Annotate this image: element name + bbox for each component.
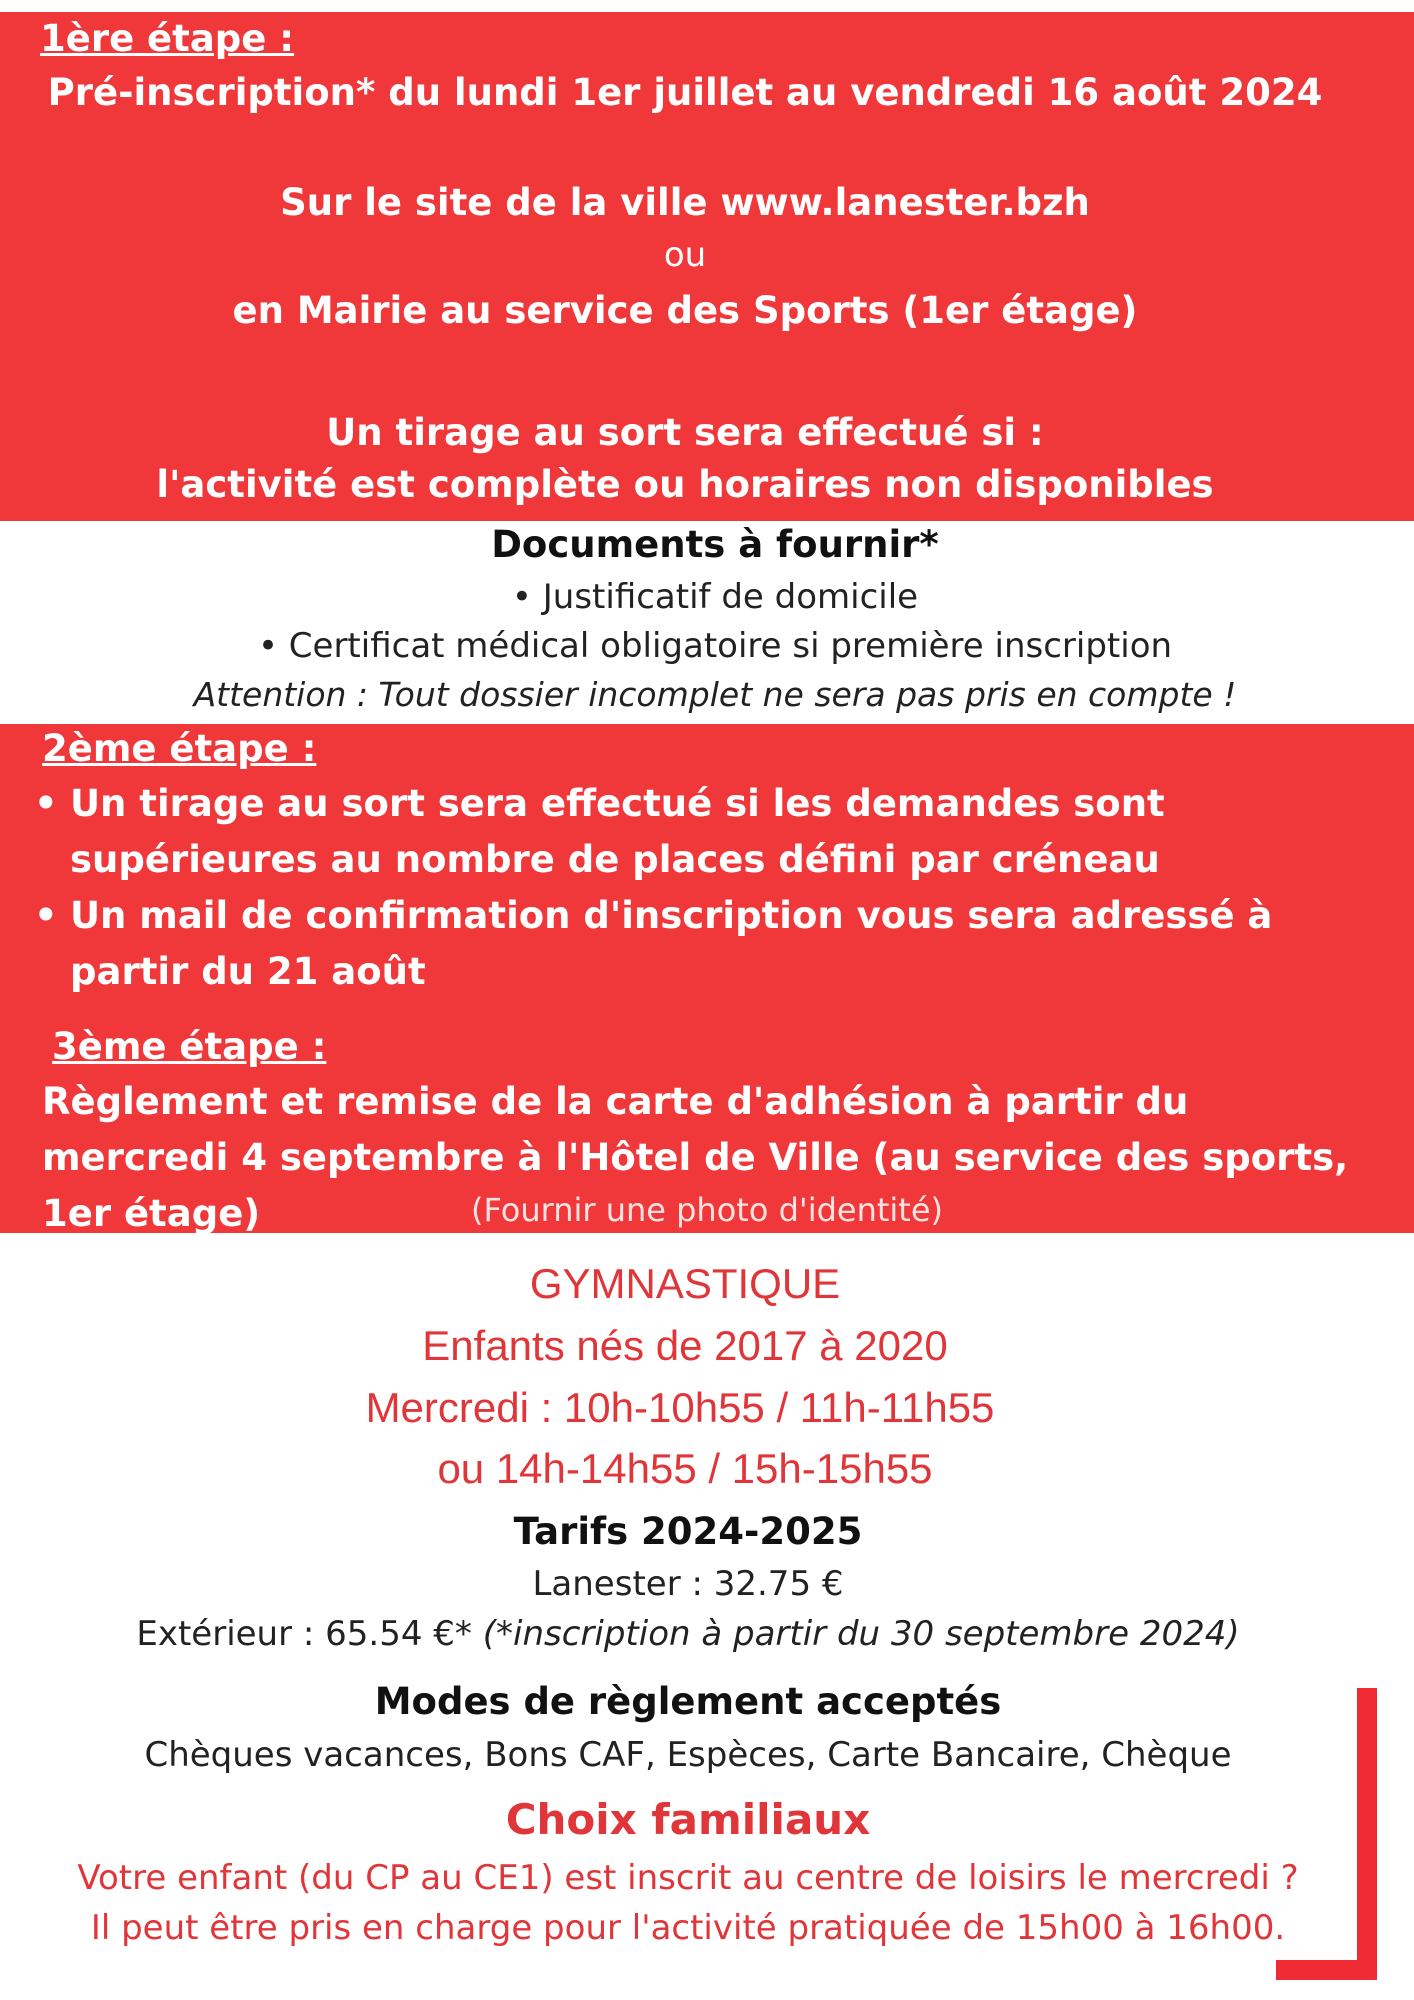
tarif-exterieur-note: (*inscription à partir du 30 septembre 2024) — [482, 1614, 1240, 1654]
payment-title: Modes de règlement acceptés — [374, 1680, 1002, 1723]
tarif-lanester: Lanester : 32.75 € — [532, 1564, 844, 1604]
step2-item-draw — [34, 776, 1394, 888]
step1-heading: 1ère étape : — [40, 17, 295, 60]
payment-methods: Chèques vacances, Bons CAF, Espèces, Carte Bancaire, Chèque — [144, 1735, 1232, 1775]
tarifs-title: Tarifs 2024-2025 — [513, 1510, 863, 1553]
step2-item-draw-text: Un tirage au sort sera effectué si les demandes sont supérieures au nombre de places défini par créneau — [70, 782, 1165, 881]
step2-3-section — [0, 724, 1414, 1233]
website-line: Sur le site de la ville www.lanester.bzh — [280, 181, 1090, 224]
documents-title: Documents à fournir* — [491, 523, 939, 566]
family-title: Choix familiaux — [505, 1795, 871, 1844]
activity-schedule-morning: Mercredi : 10h-10h55 / 11h-11h55 — [365, 1384, 995, 1431]
activity-name: GYMNASTIQUE — [529, 1260, 841, 1307]
corner-bracket-horizontal — [1276, 1960, 1377, 1980]
step3-text: Règlement et remise de la carte d'adhésion à partir du mercredi 4 septembre à l'Hôtel de Ville (au service des sports, 1er étage) — [42, 1080, 1349, 1235]
document-item-domicile: • Justificatif de domicile — [511, 577, 919, 617]
photo-note: (Fournir une photo d'identité) — [470, 1191, 944, 1229]
corner-bracket-vertical — [1357, 1688, 1377, 1980]
or-text: ou — [663, 235, 707, 275]
activity-age: Enfants nés de 2017 à 2020 — [422, 1322, 948, 1369]
step2-item-mail — [34, 888, 1394, 1000]
attention-note: Attention : Tout dossier incomplet ne sera pas pris en compte ! — [193, 675, 1237, 714]
family-line1: Votre enfant (du CP au CE1) est inscrit au centre de loisirs le mercredi ? — [77, 1858, 1299, 1898]
mairie-line: en Mairie au service des Sports (1er étage) — [232, 289, 1138, 332]
step2-heading: 2ème étape : — [42, 727, 317, 770]
bullet-icon: • — [34, 894, 58, 937]
draw-condition-line2: l'activité est complète ou horaires non disponibles — [156, 463, 1214, 506]
document-item-certificat: • Certificat médical obligatoire si première inscription — [257, 626, 1173, 666]
family-line2: Il peut être pris en charge pour l'activité pratiquée de 15h00 à 16h00. — [90, 1908, 1286, 1948]
draw-condition-line1: Un tirage au sort sera effectué si : — [326, 411, 1044, 454]
tarif-exterieur: Extérieur : 65.54 €* — [136, 1614, 472, 1654]
activity-schedule-afternoon: ou 14h-14h55 / 15h-15h55 — [437, 1445, 933, 1492]
tarif-exterieur-line — [0, 1610, 1376, 1658]
preinscription-dates: Pré-inscription* du lundi 1er juillet au vendredi 16 août 2024 — [47, 71, 1323, 114]
step1-section — [0, 12, 1414, 521]
step2-item-mail-text: Un mail de confirmation d'inscription vous sera adressé à partir du 21 août — [70, 894, 1273, 993]
step3-heading: 3ème étape : — [52, 1025, 327, 1068]
bullet-icon: • — [34, 782, 58, 825]
